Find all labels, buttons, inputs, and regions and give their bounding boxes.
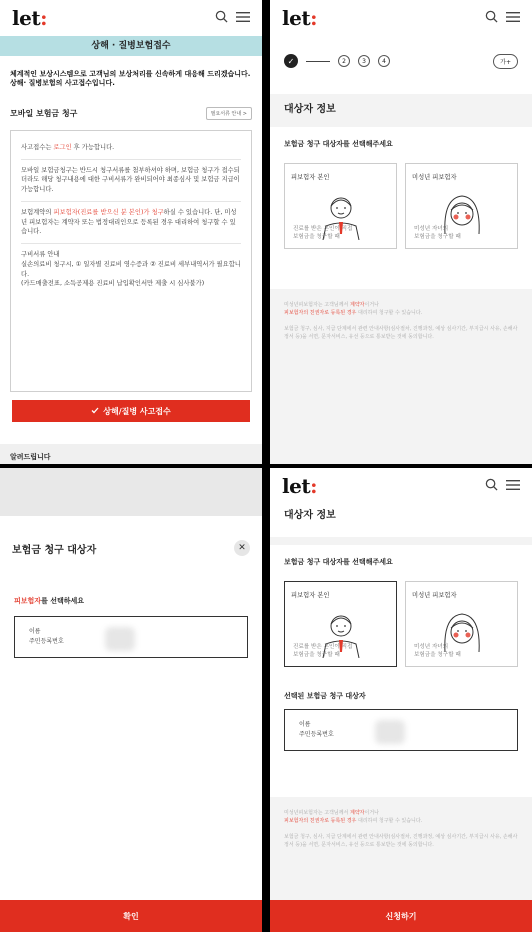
logo-text: let [282,6,311,30]
notice-box [10,130,252,392]
card-title: 피보험자 본인 [291,592,330,599]
card-desc-line-1: 진료를 받은 본인이 직접 [293,226,353,233]
intro-line-2: 상해· 질병보험의 사고접수입니다. [10,79,115,88]
hamburger-menu-icon[interactable] [506,477,520,495]
notice-required-docs-body: 실손의료비 청구시, ① 일자별 진료비 영수증과 ② 진료비 세부내역서가 필요합니다. [21,260,241,278]
logo-colon: : [40,6,47,30]
logo-colon: : [310,474,317,498]
instruction-highlight: 피보험자 [14,597,42,605]
modal-title: 보험금 청구 대상자 [12,544,97,556]
font-size-button[interactable]: 가+ [493,54,518,69]
screen-target-selected [270,468,532,932]
screen-target-modal [0,468,262,932]
accident-submit-button[interactable] [12,400,250,422]
card-title: 미성년 피보험자 [412,592,457,599]
card-title: 피보험자 본인 [291,174,330,181]
login-link[interactable]: 로그인 [53,143,72,151]
minor-notice-line-1 [284,809,518,817]
hamburger-menu-icon[interactable] [506,9,520,27]
minor-notice [270,797,532,833]
card-desc-line-2: 보험금을 청구할 때 [293,652,340,659]
step-3: 3 [358,55,370,67]
masked-value [375,720,405,744]
intro-text [0,56,262,95]
insured-person-option[interactable] [14,616,248,658]
field-name-label: 이름 [29,628,41,635]
confirm-button[interactable]: 확인 [0,900,262,932]
hamburger-menu-icon[interactable] [236,9,250,27]
target-question: 보험금 청구 대상자를 선택해주세요 [284,558,393,566]
notice-login [21,137,241,160]
card-desc [291,226,352,242]
accident-submit-label: 상해/질병 사고접수 [103,406,171,416]
search-icon[interactable] [485,9,498,27]
card-insured-self[interactable] [284,163,397,249]
page-title: 대상자 정보 [284,104,336,115]
notice-login-pre: 사고접수는 [21,143,54,151]
instruction-text: 를 선택하세요 [41,597,85,605]
minor-notice-line-2 [284,817,518,825]
minor-notice [270,289,532,325]
card-desc [412,226,461,242]
minor-notice-line-2 [284,309,518,317]
step-4: 4 [378,55,390,67]
target-select-area [270,127,532,289]
logo-colon: : [310,6,317,30]
notice-claimant-pre: 보험계약의 [21,208,54,216]
notice-required-docs [21,244,241,295]
fine-text: 이거나 [364,302,379,308]
fine-highlight: 계약자 [349,302,365,308]
app-header [270,468,532,504]
field-name-label: 이름 [299,721,311,728]
notice-section-label: 알려드립니다 [0,444,262,464]
modal-header [0,516,262,556]
logo[interactable] [282,6,317,30]
consent-notice: 보험금 청구, 심사, 지급 단계에서 관련 안내사항(심사절차, 진행과정, 예상 심사기간, 부지급시 사유, 손해사정서 등)을 서면, 문자서비스, 유선 등으로 통보받는 것에 동의합니다. [284,326,518,340]
dimmed-background [0,468,262,516]
card-desc-line-2: 보험금을 청구할 때 [293,234,340,241]
step-2: 2 [338,55,350,67]
fine-text: 미성년피보험자는 고객님께서 [284,810,350,816]
search-icon[interactable] [215,9,228,27]
notice-claimant [21,202,241,244]
notice-required-docs-title: 구비서류 안내 [21,251,60,259]
fine-text: 이거나 [364,810,379,816]
card-desc [412,644,461,660]
field-id-label: 주민등록번호 [299,731,334,739]
step-indicator [270,36,532,72]
card-insured-self[interactable] [284,581,397,667]
masked-value [105,627,135,651]
logo[interactable] [282,474,317,498]
section-header [0,95,262,126]
apply-button[interactable]: 신청하기 [270,900,532,932]
check-icon [91,407,99,416]
card-insured-minor[interactable] [405,581,518,667]
app-header [270,0,532,36]
notice-required-docs-note: (카드매출전표, 소득공제용 진료비 납입확인서만 제출 시 심사불가) [21,280,205,288]
section-title: 모바일 보험금 청구 [10,108,78,118]
fine-text: 대리하여 청구할 수 있습니다. [356,818,423,824]
step-connector [306,61,330,62]
step-1-done: ✓ [284,54,298,68]
logo[interactable] [12,6,47,30]
notice-claimant-highlight: 피보험자(진료를 받으신 분 본인)가 청구 [53,208,164,216]
card-desc [291,644,352,660]
notice-login-post: 후 가능합니다. [71,143,115,151]
fine-highlight: 피보험자의 친권자로 등록된 경우 [284,310,357,316]
screen-claim-intro [0,0,262,464]
card-desc-line-1: 미성년 자녀의 [414,644,449,651]
selected-target-label: 선택된 보험금 청구 대상자 [284,692,366,700]
app-header [0,0,262,36]
fine-text: 대리하여 청구할 수 있습니다. [356,310,423,316]
card-desc-line-2: 보험금을 청구할 때 [414,234,461,241]
required-docs-guide-button[interactable]: 필요서류 안내 > [206,107,252,120]
card-desc-line-1: 진료를 받은 본인이 직접 [293,644,353,651]
logo-text: let [282,474,311,498]
fine-text: 미성년피보험자는 고객님께서 [284,302,350,308]
screen-target-selection [270,0,532,464]
card-desc-line-1: 미성년 자녀의 [414,226,449,233]
page-title-bar: 상해 · 질병보험접수 [0,36,262,56]
notice-claimant-post: 하실 수 있습니다. 단, 미성년 피보험자는 계약자 또는 법정대리인으로 등록된 경우 대리하여 청구할 수 있습니다. [21,208,237,236]
target-select-area [270,545,532,797]
fine-highlight: 계약자 [349,810,365,816]
card-insured-minor[interactable] [405,163,518,249]
field-id-label: 주민등록번호 [29,638,64,646]
close-icon[interactable]: ✕ [234,540,250,556]
card-title: 미성년 피보험자 [412,174,457,181]
search-icon[interactable] [485,477,498,495]
selected-target-card[interactable] [284,709,518,751]
consent-notice: 보험금 청구, 심사, 지급 단계에서 관련 안내사항(심사절차, 진행과정, 예상 심사기간, 부지급시 사유, 손해사정서 등)을 서면, 문자서비스, 유선 등으로 통보받는 것에 동의합니다. [284,834,518,848]
notice-documents: 모바일 보험금청구는 반드시 청구서류를 첨부하셔야 하며, 보험금 청구가 접수되더라도 해당 청구내용에 대한 구비서류가 완비되어야 최종심사 및 보험금 지급이 가능합니다. [21,160,241,202]
fine-highlight: 피보험자의 친권자로 등록된 경우 [284,818,357,824]
target-question: 보험금 청구 대상자를 선택해주세요 [284,140,393,148]
modal-instruction [0,556,262,616]
logo-text: let [12,6,41,30]
page-title: 대상자 정보 [270,504,532,537]
intro-line-1: 체계적인 보상시스템으로 고객님의 보상처리를 신속하게 대응해 드리겠습니다. [10,70,251,78]
card-desc-line-2: 보험금을 청구할 때 [414,652,461,659]
minor-notice-line-1 [284,301,518,309]
